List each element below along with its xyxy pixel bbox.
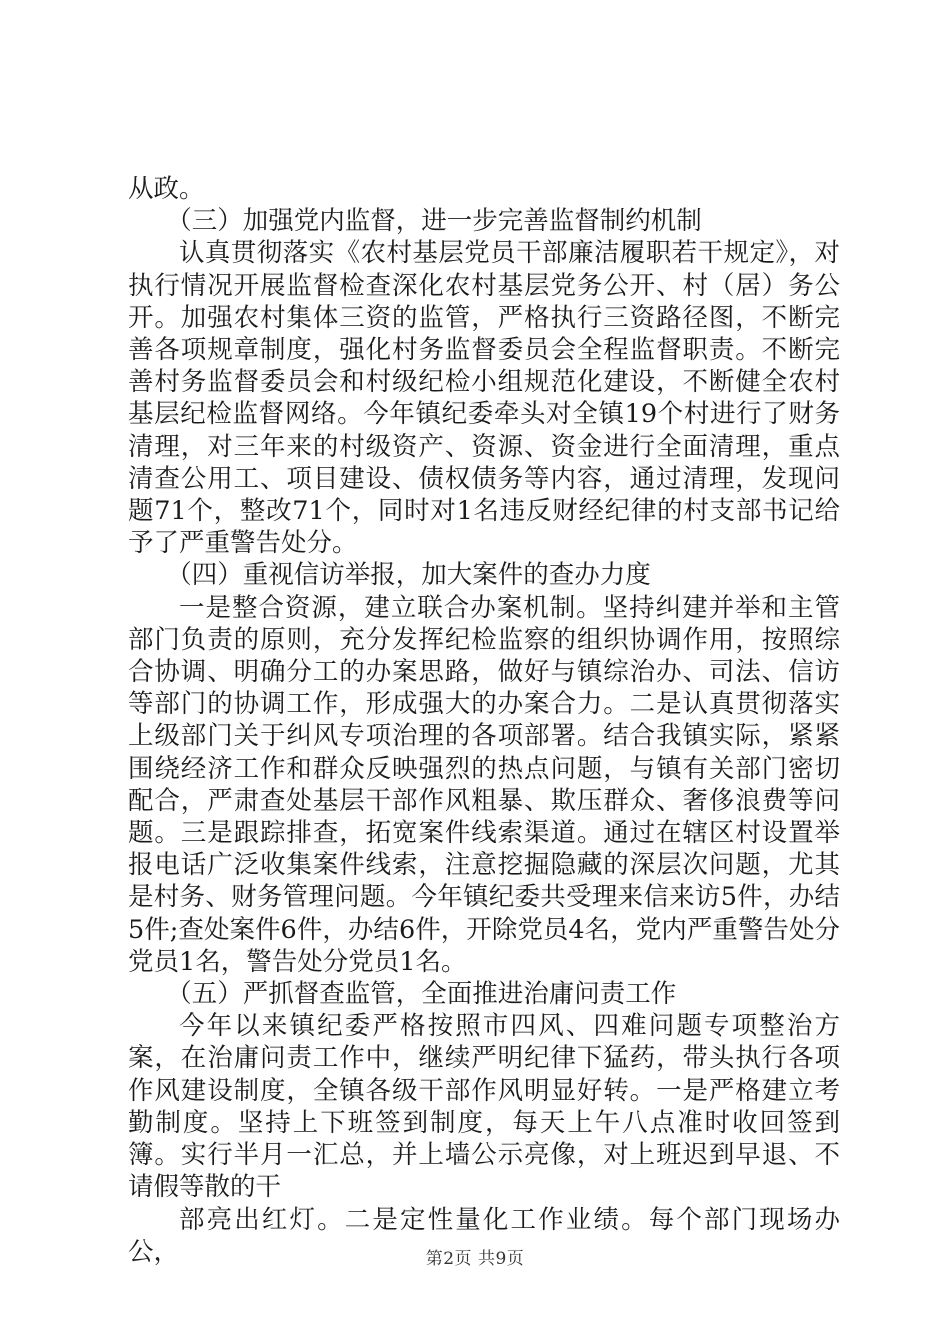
section-heading-3: （三）加强党内监督，进一步完善监督制约机制 xyxy=(166,206,702,237)
paragraph-performance: 部亮出红灯。二是定性量化工作业绩。每个部门现场办公， xyxy=(128,1204,840,1267)
paragraph-accountability: 今年以来镇纪委严格按照市四风、四难问题专项整治方案，在治庸问责工作中，继续严明纪律下猛药，带头执行各项作风建设制度，全镇各级干部作风明显好转。一是严格建立考勤制度。坚持上下班签到制度，每天上午八点准时收回签到簿。实行半月一汇总，并上墙公示亮像，对上班迟到早退、不请假等散的干 xyxy=(128,1011,840,1203)
paragraph-petitions: 一是整合资源，建立联合办案机制。坚持纠建并举和主管部门负责的原则，充分发挥纪检监察的组织协调作用，按照综合协调、明确分工的办案思路，做好与镇综治办、司法、信访等部门的协调工作，形成强大的办案合力。二是认真贯彻落实上级部门关于纠风专项治理的各项部署。结合我镇实际，紧紧围绕经济工作和群众反映强烈的热点问题，与镇有关部门密切配合，严肃查处基层干部作风粗暴、欺压群众、奢侈浪费等问题。三是跟踪排查，拓宽案件线索渠道。通过在辖区村设置举报电话广泛收集案件线索，注意挖掘隐藏的深层次问题，尤其是村务、财务管理问题。今年镇纪委共受理来信来访5件，办结5件;查处案件6件，办结6件，开除党员4名，党内严重警告处分党员1名，警告处分党员1名。 xyxy=(128,592,840,977)
paragraph-continuation: 从政。 xyxy=(128,174,205,204)
page-number-footer: 第2页 共9页 xyxy=(425,1249,525,1269)
document-body xyxy=(128,173,840,1268)
section-heading-4: （四）重视信访举报，加大案件的查办力度 xyxy=(166,560,651,591)
paragraph-supervision: 认真贯彻落实《农村基层党员干部廉洁履职若干规定》，对执行情况开展监督检查深化农村基层党务公开、村（居）务公开。加强农村集体三资的监管，严格执行三资路径图，不断完善各项规章制度，强化村务监督委员会全程监督职责。不断完善村务监督委员会和村级纪检小组规范化建设，不断健全农村基层纪检监督网络。今年镇纪委牵头对全镇19个村进行了财务清理，对三年来的村级资产、资源、资金进行全面清理，重点清查公用工、项目建设、债权债务等内容，通过清理，发现问题71个，整改71个，同时对1名违反财经纪律的村支部书记给予了严重警告处分。 xyxy=(128,238,840,559)
section-heading-5: （五）严抓督查监管，全面推进治庸问责工作 xyxy=(166,979,677,1010)
